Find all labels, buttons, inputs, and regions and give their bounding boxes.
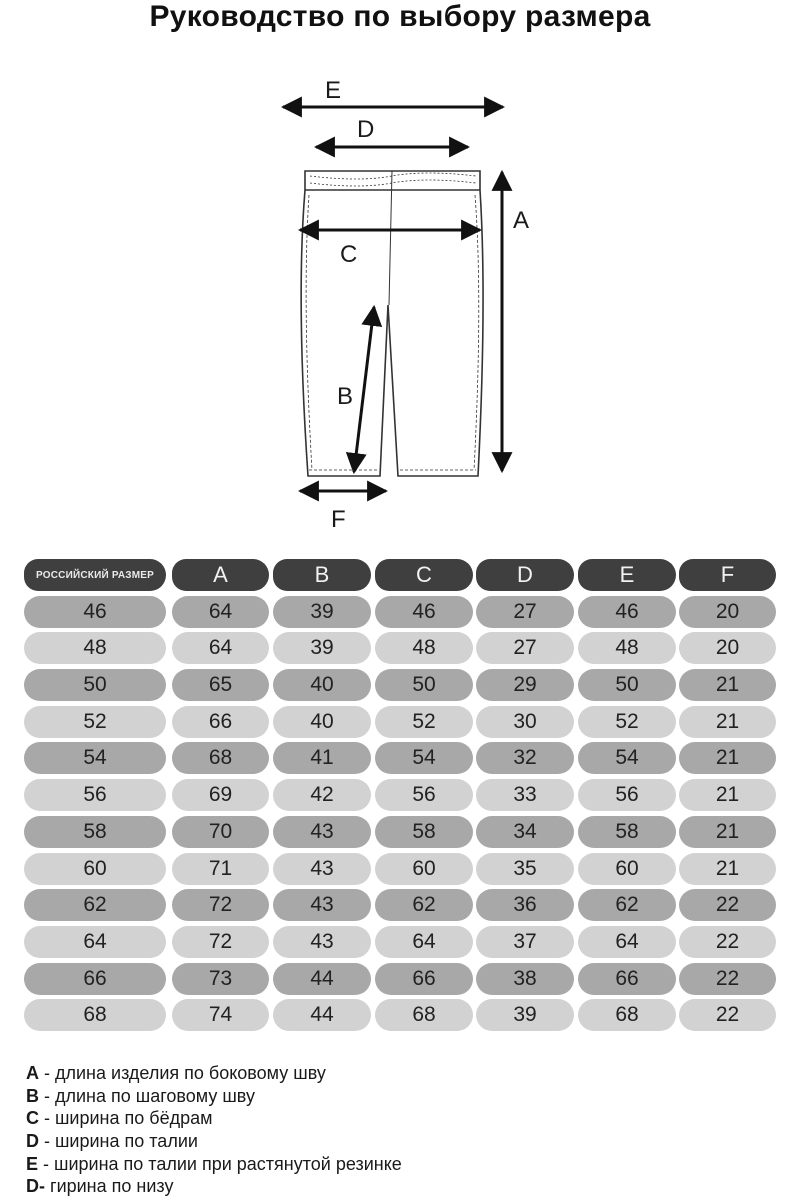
cell-e: 60 bbox=[578, 853, 676, 885]
cell-e: 62 bbox=[578, 889, 676, 921]
table-row bbox=[24, 963, 776, 1000]
cell-c: 54 bbox=[375, 742, 473, 774]
cell-c: 50 bbox=[375, 669, 473, 701]
cell-b: 43 bbox=[273, 926, 371, 958]
header-russian-size: РОССИЙСКИЙ РАЗМЕР bbox=[24, 559, 166, 591]
cell-a: 74 bbox=[172, 999, 269, 1031]
cell-size: 52 bbox=[24, 706, 166, 738]
legend-text: - длина по шаговому шву bbox=[39, 1085, 255, 1106]
cell-f: 21 bbox=[679, 706, 776, 738]
cell-size: 68 bbox=[24, 999, 166, 1031]
cell-d: 38 bbox=[476, 963, 574, 995]
table-row bbox=[24, 999, 776, 1036]
cell-d: 27 bbox=[476, 596, 574, 628]
measurement-legend bbox=[26, 1062, 766, 1198]
cell-d: 37 bbox=[476, 926, 574, 958]
cell-b: 40 bbox=[273, 706, 371, 738]
cell-b: 43 bbox=[273, 853, 371, 885]
cell-c: 52 bbox=[375, 706, 473, 738]
cell-a: 72 bbox=[172, 926, 269, 958]
cell-c: 66 bbox=[375, 963, 473, 995]
cell-size: 58 bbox=[24, 816, 166, 848]
label-e: E bbox=[325, 77, 342, 104]
table-row bbox=[24, 596, 776, 633]
header-f: F bbox=[679, 559, 776, 591]
cell-e: 48 bbox=[578, 632, 676, 664]
cell-size: 66 bbox=[24, 963, 166, 995]
pants-outline bbox=[301, 171, 483, 476]
legend-text: - длина изделия по боковому шву bbox=[39, 1063, 326, 1083]
table-row bbox=[24, 853, 776, 890]
cell-b: 43 bbox=[273, 889, 371, 921]
legend-key: C bbox=[26, 1108, 39, 1129]
cell-c: 48 bbox=[375, 632, 473, 664]
table-row bbox=[24, 926, 776, 963]
cell-f: 22 bbox=[679, 926, 776, 958]
table-row bbox=[24, 706, 776, 743]
cell-e: 68 bbox=[578, 999, 676, 1031]
cell-size: 50 bbox=[24, 669, 166, 701]
label-b: B bbox=[337, 383, 354, 410]
table-row bbox=[24, 889, 776, 926]
table-header-row bbox=[24, 559, 776, 596]
cell-size: 64 bbox=[24, 926, 166, 958]
cell-c: 46 bbox=[375, 596, 473, 628]
size-table bbox=[24, 559, 776, 1036]
cell-size: 48 bbox=[24, 632, 166, 664]
cell-a: 73 bbox=[172, 963, 269, 995]
cell-d: 32 bbox=[476, 742, 574, 774]
cell-f: 22 bbox=[679, 889, 776, 921]
cell-d: 30 bbox=[476, 706, 574, 738]
legend-key: D bbox=[26, 1131, 39, 1152]
cell-e: 46 bbox=[578, 596, 676, 628]
cell-size: 62 bbox=[24, 889, 166, 921]
legend-key: E bbox=[26, 1153, 39, 1174]
cell-d: 35 bbox=[476, 853, 574, 885]
cell-a: 64 bbox=[172, 632, 269, 664]
cell-b: 40 bbox=[273, 669, 371, 701]
cell-d: 36 bbox=[476, 889, 574, 921]
header-a: A bbox=[172, 559, 269, 591]
cell-d: 27 bbox=[476, 632, 574, 664]
cell-f: 21 bbox=[679, 669, 776, 701]
legend-item bbox=[26, 1062, 766, 1085]
cell-f: 21 bbox=[679, 816, 776, 848]
cell-e: 66 bbox=[578, 963, 676, 995]
label-a: A bbox=[513, 207, 530, 234]
cell-a: 64 bbox=[172, 596, 269, 628]
cell-c: 64 bbox=[375, 926, 473, 958]
cell-size: 54 bbox=[24, 742, 166, 774]
cell-a: 71 bbox=[172, 853, 269, 885]
legend-key: D- bbox=[26, 1176, 45, 1197]
cell-f: 20 bbox=[679, 596, 776, 628]
cell-a: 68 bbox=[172, 742, 269, 774]
cell-d: 29 bbox=[476, 669, 574, 701]
legend-text: - ширина по талии bbox=[39, 1131, 198, 1152]
cell-size: 56 bbox=[24, 779, 166, 811]
cell-b: 44 bbox=[273, 963, 371, 995]
cell-f: 21 bbox=[679, 779, 776, 811]
table-row bbox=[24, 632, 776, 669]
cell-d: 34 bbox=[476, 816, 574, 848]
cell-a: 72 bbox=[172, 889, 269, 921]
cell-c: 58 bbox=[375, 816, 473, 848]
cell-d: 39 bbox=[476, 999, 574, 1031]
table-row bbox=[24, 816, 776, 853]
header-e: E bbox=[578, 559, 676, 591]
cell-a: 66 bbox=[172, 706, 269, 738]
cell-b: 43 bbox=[273, 816, 371, 848]
cell-size: 46 bbox=[24, 596, 166, 628]
cell-e: 52 bbox=[578, 706, 676, 738]
cell-e: 58 bbox=[578, 816, 676, 848]
legend-key: B bbox=[26, 1085, 39, 1106]
cell-b: 39 bbox=[273, 632, 371, 664]
cell-e: 54 bbox=[578, 742, 676, 774]
cell-e: 56 bbox=[578, 779, 676, 811]
label-f: F bbox=[331, 506, 346, 533]
legend-text: - ширина по талии при растянутой резинке bbox=[38, 1153, 402, 1174]
page-title: Руководство по выбору размера bbox=[149, 0, 651, 33]
cell-c: 62 bbox=[375, 889, 473, 921]
cell-a: 65 bbox=[172, 669, 269, 701]
legend-item bbox=[26, 1085, 766, 1108]
label-d: D bbox=[357, 116, 375, 143]
cell-f: 20 bbox=[679, 632, 776, 664]
cell-a: 69 bbox=[172, 779, 269, 811]
cell-a: 70 bbox=[172, 816, 269, 848]
legend-item bbox=[26, 1153, 766, 1176]
cell-c: 60 bbox=[375, 853, 473, 885]
cell-e: 50 bbox=[578, 669, 676, 701]
cell-c: 68 bbox=[375, 999, 473, 1031]
cell-b: 44 bbox=[273, 999, 371, 1031]
legend-key: A bbox=[26, 1063, 39, 1083]
header-c: C bbox=[375, 559, 473, 591]
table-row bbox=[24, 669, 776, 706]
label-c: C bbox=[340, 241, 358, 268]
legend-text: гирина по низу bbox=[45, 1176, 174, 1197]
legend-item bbox=[26, 1175, 766, 1198]
table-row bbox=[24, 742, 776, 779]
legend-item bbox=[26, 1130, 766, 1153]
cell-size: 60 bbox=[24, 853, 166, 885]
cell-f: 22 bbox=[679, 999, 776, 1031]
cell-e: 64 bbox=[578, 926, 676, 958]
cell-b: 41 bbox=[273, 742, 371, 774]
cell-f: 21 bbox=[679, 853, 776, 885]
header-d: D bbox=[476, 559, 574, 591]
cell-b: 42 bbox=[273, 779, 371, 811]
table-row bbox=[24, 779, 776, 816]
cell-f: 22 bbox=[679, 963, 776, 995]
pants-measurement-diagram bbox=[0, 0, 800, 545]
legend-text: - ширина по бёдрам bbox=[39, 1108, 213, 1129]
header-b: B bbox=[273, 559, 371, 591]
cell-c: 56 bbox=[375, 779, 473, 811]
legend-item bbox=[26, 1107, 766, 1130]
cell-d: 33 bbox=[476, 779, 574, 811]
cell-b: 39 bbox=[273, 596, 371, 628]
cell-f: 21 bbox=[679, 742, 776, 774]
